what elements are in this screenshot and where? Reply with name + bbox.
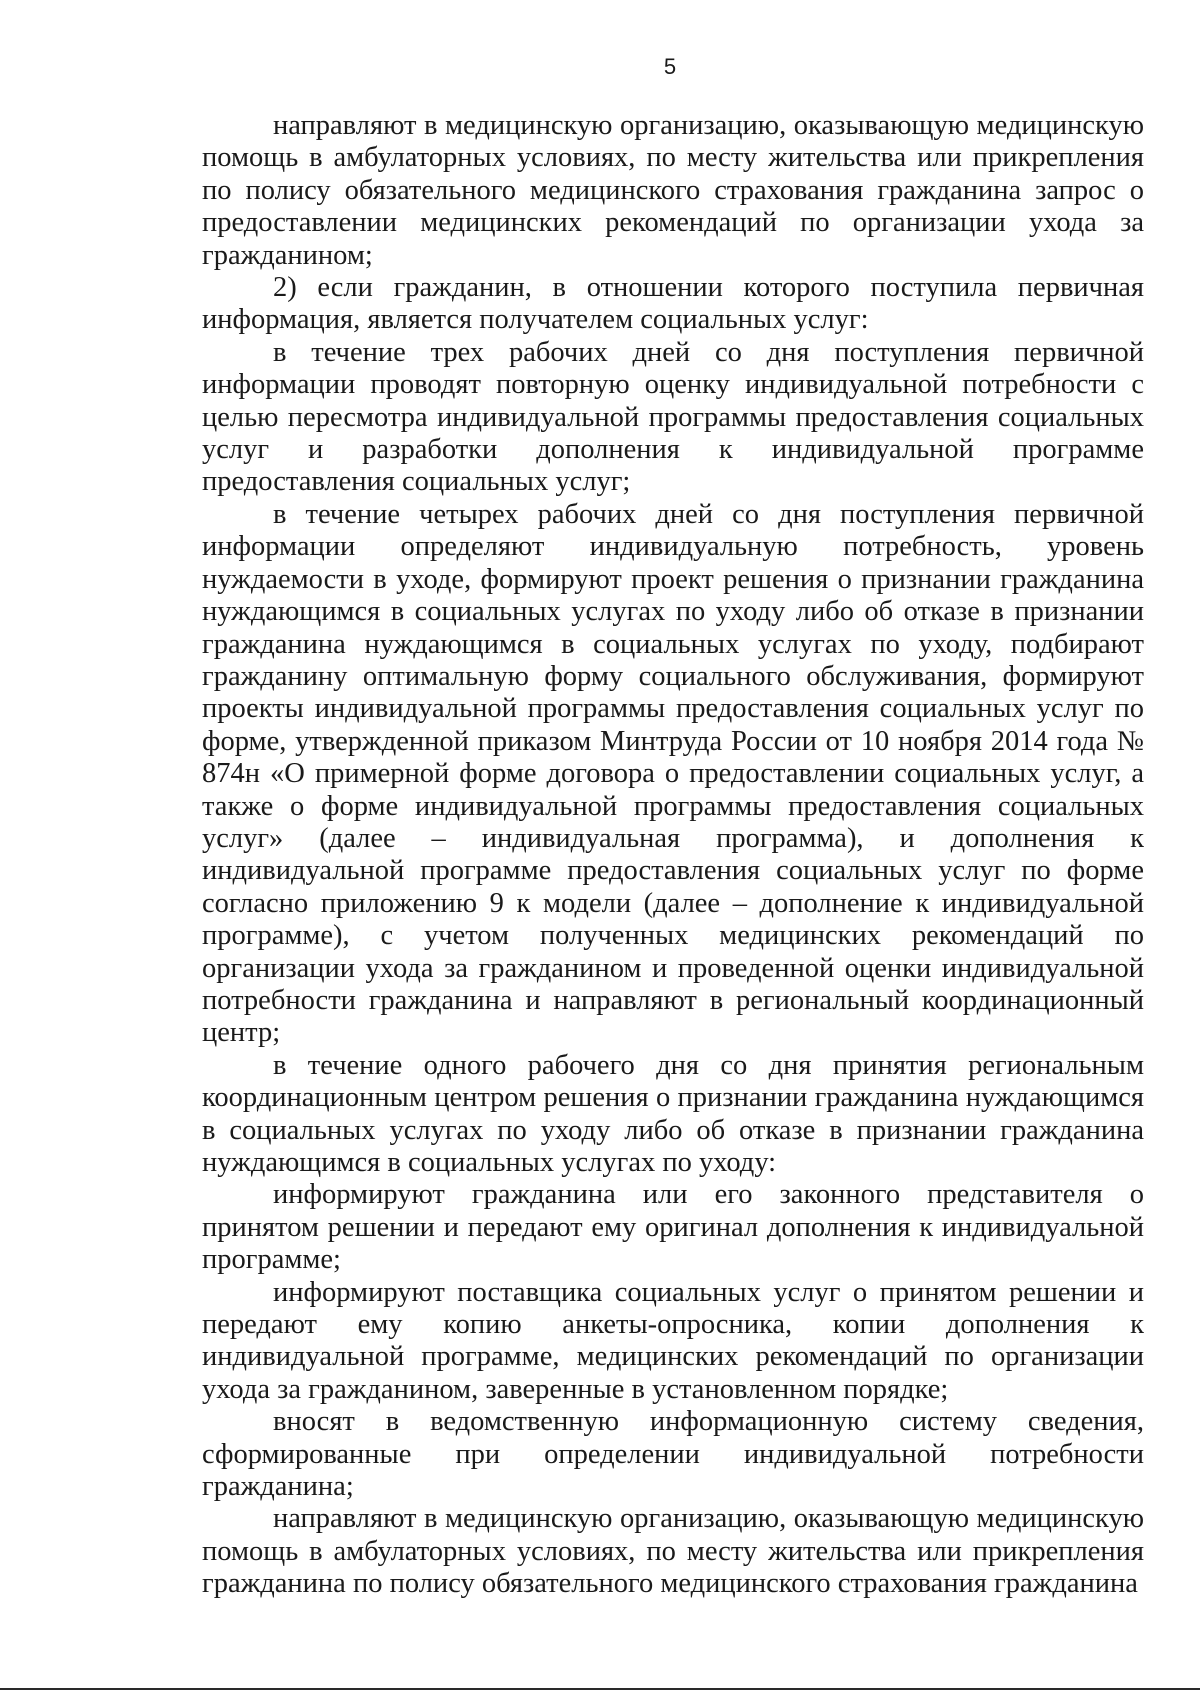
paragraph-one-day-after-decision: в течение одного рабочего дня со дня принятия региональным координационным центром решения о признании гражданина нуждающимся в социальных услугах по уходу либо об отказе в признании гражданина нуждающимся в социальных услугах по уходу: bbox=[202, 1049, 1144, 1178]
paragraph-four-days-need-assessment: в течение четырех рабочих дней со дня поступления первичной информации определяют индивидуальную потребность, уровень нуждаемости в уходе, формируют проект решения о признании гражданина нуждающимся в социальных услугах по уходу либо об отказе в признании гражданина нуждающимся в социальных услугах по уходу, подбирают гражданину оптимальную форму социального обслуживания, формируют проекты индивидуальной программы предоставления социальных услуг по форме, утвержденной приказом Минтруда России от 10 ноября 2014 года № 874н «О примерной форме договора о предоставлении социальных услуг, а также о форме индивидуальной программы предоставления социальных услуг» (далее – индивидуальная программа), и дополнения к индивидуальной программе предоставления социальных услуг по форме согласно приложению 9 к модели (далее – дополнение к индивидуальной программе), с учетом полученных медицинских рекомендаций по организации ухода за гражданином и проведенной оценки индивидуальной потребности гражданина и направляют в региональный координационный центр; bbox=[202, 498, 1144, 1049]
page-bottom-edge bbox=[0, 1688, 1200, 1690]
paragraph-item-2-recipient: 2) если гражданин, в отношении которого поступила первичная информация, является получателем социальных услуг: bbox=[202, 272, 1144, 336]
page-number: 5 bbox=[663, 54, 677, 79]
paragraph-request-medical-recommendations: направляют в медицинскую организацию, оказывающую медицинскую помощь в амбулаторных условиях, по месту жительства или прикрепления по полису обязательного медицинского страхования гражданина запрос о предоставлении медицинских рекомендаций по организации ухода за гражданином; bbox=[202, 110, 1144, 271]
paragraph-inform-citizen: информируют гражданина или его законного представителя о принятом решении и передают ему оригинал дополнения к индивидуальной программе; bbox=[202, 1179, 1144, 1276]
paragraph-three-days-reassessment: в течение трех рабочих дней со дня поступления первичной информации проводят повторную оценку индивидуальной потребности с целью пересмотра индивидуальной программы предоставления социальных услуг и разработки дополнения к индивидуальной программе предоставления социальных услуг; bbox=[202, 336, 1144, 498]
paragraph-enter-info-system: вносят в ведомственную информационную систему сведения, сформированные при определении индивидуальной потребности гражданина; bbox=[202, 1406, 1144, 1503]
document-body bbox=[202, 110, 1144, 1601]
paragraph-inform-provider: информируют поставщика социальных услуг о принятом решении и передают ему копию анкеты-опросника, копии дополнения к индивидуальной программе, медицинских рекомендаций по организации ухода за гражданином, заверенные в установленном порядке; bbox=[202, 1276, 1144, 1405]
paragraph-send-to-medical-org: направляют в медицинскую организацию, оказывающую медицинскую помощь в амбулаторных условиях, по месту жительства или прикрепления гражданина по полису обязательного медицинского страхования гражданина bbox=[202, 1503, 1144, 1600]
